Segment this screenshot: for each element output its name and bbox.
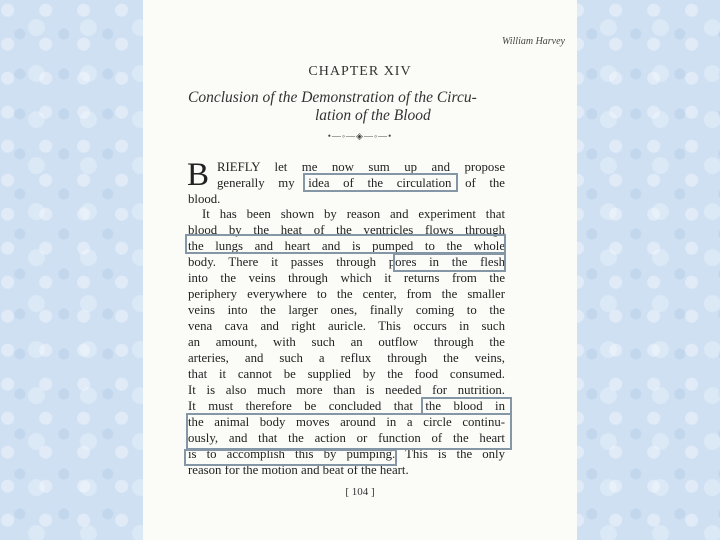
chapter-title-line-2: lation of the Blood xyxy=(315,107,431,124)
text-line: blood by the heat of the ventricles flows through xyxy=(188,223,505,237)
text-line: the lungs and heart and is pumped to the whole xyxy=(188,239,505,253)
text-line: an amount, with such an outflow through the xyxy=(188,335,505,349)
drop-cap: B xyxy=(187,157,210,193)
ornament-divider: •—◦—◈—◦—• xyxy=(327,131,393,141)
highlight-pumping xyxy=(184,449,397,466)
text-line: reason for the motion and beat of the heart. xyxy=(188,463,409,477)
chapter-title xyxy=(188,89,508,125)
text-line: is to accomplish this by pumping. This is the only xyxy=(188,447,505,461)
text-line: It must therefore be concluded that the blood in xyxy=(188,399,505,413)
text-line: into the veins through which it returns from the xyxy=(188,271,505,285)
text-line: ously, and that the action or function of the heart xyxy=(188,431,505,445)
text-line: It has been shown by reason and experiment that xyxy=(202,207,505,221)
text-line: periphery everywhere to the center, from the smaller xyxy=(188,287,505,301)
text-line: veins into the larger ones, finally coming to the xyxy=(188,303,505,317)
highlight-blood-circulation xyxy=(186,413,512,450)
text-line: body. There it passes through pores in the flesh xyxy=(188,255,505,269)
page-number: [ 104 ] xyxy=(345,486,375,498)
text-line: blood. xyxy=(188,192,221,206)
text-line: the animal body moves around in a circle continu- xyxy=(188,415,505,429)
highlight-lungs-and-heart xyxy=(185,234,506,254)
text-line: arteries, and such a reflux through the veins, xyxy=(188,351,505,365)
text-line: generally my idea of the circulation of the xyxy=(217,176,505,190)
running-header-author: William Harvey xyxy=(501,36,565,47)
text-line: that it cannot be supplied by the food consumed. xyxy=(188,367,505,381)
text-line: vena cava and right auricle. This occurs in such xyxy=(188,319,505,333)
chapter-title-line-1: Conclusion of the Demonstration of the Circu- xyxy=(188,89,477,106)
highlight-idea-of-the-circulation xyxy=(303,173,458,192)
highlight-pores-in-the-flesh xyxy=(393,253,506,272)
chapter-label: CHAPTER XIV xyxy=(308,64,412,79)
text-line: It is also much more than is needed for nutrition. xyxy=(188,383,505,397)
text-line: RIEFLY let me now sum up and propose xyxy=(217,160,505,174)
